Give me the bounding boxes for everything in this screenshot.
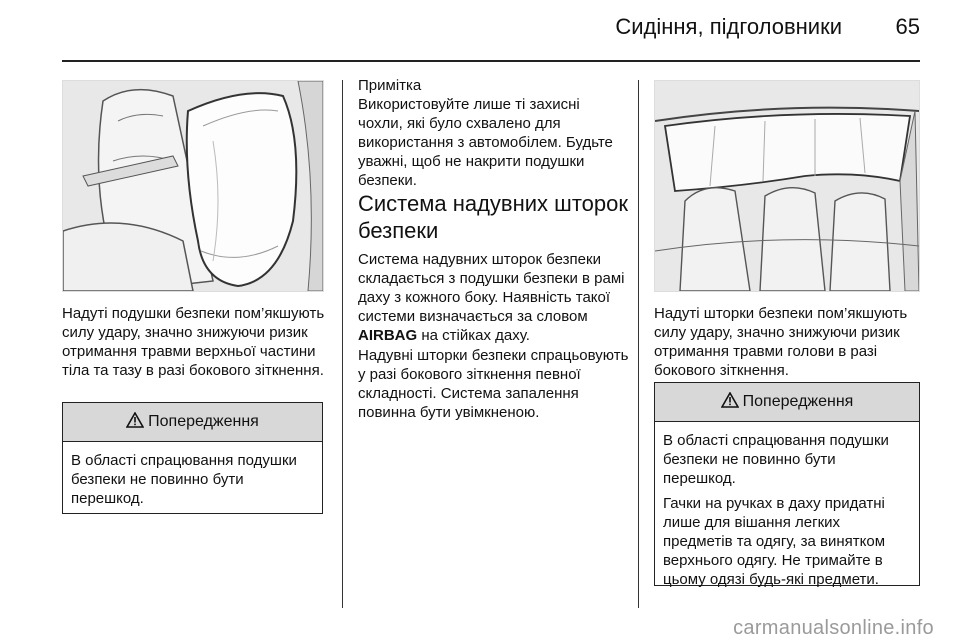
airbag-label: AIRBAG: [358, 327, 418, 344]
paragraph-text: Система надувних шторок безпеки складається з подушки безпеки в рамі даху з кожного боку. Наявність такої системи визначається за словом: [358, 251, 625, 325]
warning-triangle-icon: [126, 412, 144, 433]
curtain-system-paragraph: [358, 250, 634, 345]
seat-side-airbag-illustration: [62, 80, 324, 292]
warning-box-1: [62, 402, 323, 514]
page-title: Сидіння, підголовники: [615, 14, 842, 39]
warning-title: Попередження: [148, 413, 259, 430]
section-heading: Система надувних шторок безпеки: [358, 191, 628, 243]
warning-triangle-icon: [721, 392, 739, 413]
note-title: Примітка: [358, 77, 422, 94]
note-block: [358, 76, 628, 190]
warning-text: В області спрацювання подушки безпеки не повинно бути перешкод.: [71, 452, 297, 507]
warning-header: [655, 383, 919, 422]
warning-header: [63, 403, 322, 442]
warning-text-2: Гачки на ручках в даху придатні лише для вішання легких предметів та одягу, за винятком верхнього одягу. Не тримайте в цьому одязі будь-які предмети.: [663, 495, 886, 588]
note-text: Використовуйте лише ті захисні чохли, які було схвалено для використання з автомобілем. Будьте уважні, щоб не накрити подушки безпеки.: [358, 96, 613, 189]
header-divider: [62, 60, 920, 62]
page-number: 65: [895, 14, 920, 39]
warning-title: Попередження: [742, 393, 854, 410]
curtain-airbag-illustration: [654, 80, 920, 292]
curtain-airbag-caption: Надуті шторки безпеки пом’якшують силу удару, значно знижуючи ризик отримання травми голови в разі бокового зіткнення.: [654, 305, 908, 379]
warning-text-1: В області спрацювання подушки безпеки не повинно бути перешкод.: [663, 432, 889, 487]
paragraph-text-end: на стійках даху.: [417, 327, 530, 344]
seat-airbag-caption: Надуті подушки безпеки пом’якшують силу удару, значно знижуючи ризик отримання травми верхньої частини тіла та тазу в разі бокового зіткнення.: [62, 305, 325, 379]
footer-watermark: carmanualsonline.info: [733, 617, 934, 639]
deployment-paragraph: Надувні шторки безпеки спрацьовують у разі бокового зіткнення певної складності. Система запалення повинна бути увімкненою.: [358, 347, 629, 421]
column-divider-1: [342, 80, 343, 608]
column-divider-2: [638, 80, 639, 608]
warning-box-2: [654, 382, 920, 586]
